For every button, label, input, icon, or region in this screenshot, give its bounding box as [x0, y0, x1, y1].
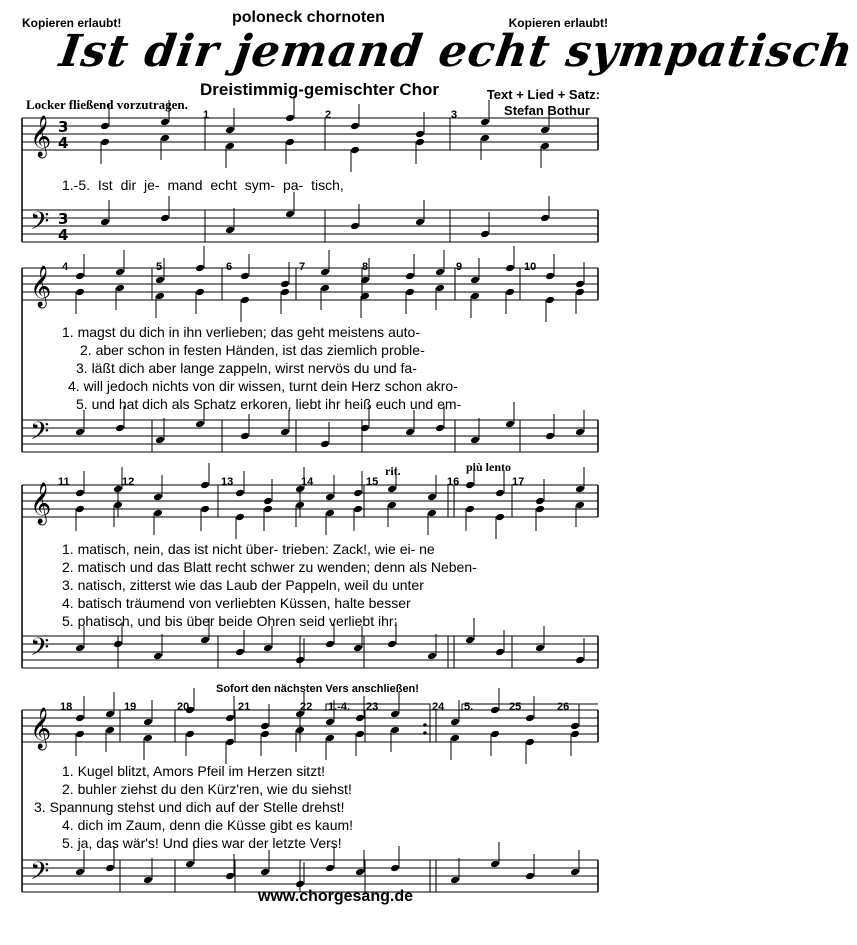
note-head — [495, 489, 505, 498]
note-head — [387, 501, 397, 510]
note-head — [427, 493, 437, 502]
note-head — [260, 868, 270, 877]
note-head — [75, 505, 85, 514]
note-head — [355, 714, 365, 723]
note-head — [240, 272, 250, 281]
note-head — [160, 214, 170, 223]
repeat-dot — [423, 723, 427, 727]
note-head — [195, 264, 205, 273]
lyric-line: 3. natisch, zitterst wie das Laub der Pappeln, weil du unter — [62, 577, 424, 593]
note-head — [570, 722, 580, 731]
note-head — [450, 718, 460, 727]
note-head — [465, 636, 475, 645]
note-head — [75, 272, 85, 281]
note-head — [545, 296, 555, 305]
treble-clef: 𝄞 — [30, 266, 52, 307]
note-head — [185, 860, 195, 869]
note-head — [75, 868, 85, 877]
measure-number: 7 — [299, 261, 306, 273]
measure-number: 15 — [366, 476, 379, 488]
treble-clef: 𝄞 — [30, 483, 52, 524]
note-head — [200, 505, 210, 514]
note-head — [225, 226, 235, 235]
note-head — [325, 734, 335, 743]
note-head — [185, 730, 195, 739]
note-head — [545, 432, 555, 441]
measure-number: 8 — [362, 261, 369, 273]
measure-number: 14 — [301, 476, 314, 488]
note-head — [153, 652, 163, 661]
lyric-line: 2. aber schon in festen Händen, ist das ziemlich proble- — [80, 342, 425, 358]
lyric-line: 1.-5. Ist dir je- mand echt sym- pa- tisch, — [62, 177, 344, 193]
measure-number: 1 — [203, 109, 210, 121]
note-head — [100, 122, 110, 131]
time-signature: 4 — [58, 226, 69, 244]
website-url[interactable]: www.chorgesang.de — [258, 888, 413, 905]
bass-clef: 𝄢 — [30, 207, 50, 242]
note-head — [470, 436, 480, 445]
note-head — [153, 493, 163, 502]
note-head — [387, 485, 397, 494]
note-head — [263, 497, 273, 506]
note-head — [435, 424, 445, 433]
note-head — [240, 296, 250, 305]
note-head — [545, 272, 555, 281]
note-head — [143, 876, 153, 885]
note-head — [320, 440, 330, 449]
note-head — [143, 718, 153, 727]
note-head — [575, 280, 585, 289]
note-head — [480, 118, 490, 127]
note-head — [280, 428, 290, 437]
note-head — [525, 872, 535, 881]
measure-number: 23 — [366, 701, 379, 713]
measure-number: 9 — [456, 261, 463, 273]
note-head — [470, 292, 480, 301]
bass-clef: 𝄢 — [30, 857, 50, 892]
note-head — [350, 222, 360, 231]
lyric-line: 4. batisch träumend von verliebten Küssen, halte besser — [62, 595, 411, 611]
treble-clef: 𝄞 — [30, 116, 52, 157]
note-head — [155, 276, 165, 285]
tempo-marking-start: Locker fließend vorzutragen. — [26, 97, 188, 112]
note-head — [575, 288, 585, 297]
note-head — [325, 640, 335, 649]
note-head — [427, 509, 437, 518]
note-head — [540, 142, 550, 151]
note-head — [450, 876, 460, 885]
note-head — [115, 268, 125, 277]
note-head — [75, 730, 85, 739]
note-head — [295, 656, 305, 665]
lyric-line: 1. matisch, nein, das ist nicht über- trieben: Zack!, wie ei- ne — [62, 541, 435, 557]
note-head — [535, 497, 545, 506]
note-head — [415, 130, 425, 139]
note-head — [200, 636, 210, 645]
note-head — [387, 640, 397, 649]
note-head — [235, 513, 245, 522]
note-head — [390, 726, 400, 735]
lyric-line: 3. läßt dich aber lange zappeln, wirst nervös du und fa- — [76, 360, 417, 376]
note-head — [415, 138, 425, 147]
note-head — [113, 640, 123, 649]
note-head — [225, 126, 235, 135]
measure-number: 4 — [62, 261, 69, 273]
note-head — [160, 134, 170, 143]
note-head — [280, 280, 290, 289]
measure-number: 21 — [238, 701, 251, 713]
note-head — [353, 489, 363, 498]
note-head — [325, 493, 335, 502]
note-head — [355, 730, 365, 739]
note-head — [260, 730, 270, 739]
note-head — [200, 481, 210, 490]
note-head — [415, 218, 425, 227]
note-head — [350, 146, 360, 155]
note-head — [540, 126, 550, 135]
lyric-line: 4. will jedoch nichts von dir wissen, turnt dein Herz schon akro- — [68, 378, 458, 394]
note-head — [143, 734, 153, 743]
note-head — [540, 214, 550, 223]
note-head — [115, 424, 125, 433]
choir-subtitle: Dreistimmig-gemischter Chor — [200, 80, 439, 99]
note-head — [480, 134, 490, 143]
note-head — [535, 505, 545, 514]
note-head — [105, 864, 115, 873]
note-head — [575, 485, 585, 494]
credit-author: Stefan Bothur — [504, 103, 590, 118]
measure-number: 12 — [122, 476, 135, 488]
note-head — [225, 872, 235, 881]
note-head — [105, 726, 115, 735]
performance-instruction: Sofort den nächsten Vers anschließen! — [216, 683, 419, 695]
note-head — [325, 864, 335, 873]
note-head — [490, 730, 500, 739]
note-head — [350, 122, 360, 131]
note-head — [320, 268, 330, 277]
lyric-line: 2. buhler ziehst du den Kürz'ren, wie du siehst! — [62, 781, 352, 797]
note-head — [325, 509, 335, 518]
note-head — [525, 738, 535, 747]
copy-notice-right: Kopieren erlaubt! — [508, 16, 608, 30]
note-head — [505, 264, 515, 273]
measure-number: 2 — [325, 109, 332, 121]
note-head — [295, 501, 305, 510]
lyric-line: 5. und hat dich als Schatz erkoren, liebt ihr heiß euch und em- — [76, 396, 462, 412]
note-head — [225, 714, 235, 723]
note-head — [570, 868, 580, 877]
note-head — [427, 652, 437, 661]
note-head — [263, 505, 273, 514]
note-head — [570, 730, 580, 739]
measure-number: 10 — [524, 261, 537, 273]
note-head — [390, 864, 400, 873]
lyric-line: 5. phatisch, und bis über beide Ohren seid verliebt ihr: — [62, 613, 398, 629]
note-head — [195, 288, 205, 297]
note-head — [225, 738, 235, 747]
note-head — [495, 648, 505, 657]
note-head — [495, 513, 505, 522]
note-head — [113, 501, 123, 510]
measure-number: 11 — [58, 476, 70, 488]
note-head — [155, 292, 165, 301]
tempo-piu-lento: più lento — [466, 460, 512, 474]
note-head — [285, 138, 295, 147]
measure-number: 16 — [447, 476, 460, 488]
time-signature: 4 — [58, 134, 69, 152]
note-head — [100, 218, 110, 227]
lyric-line: 2. matisch und das Blatt recht schwer zu wenden; denn als Neben- — [62, 559, 477, 575]
time-signature: 3 — [58, 210, 69, 228]
note-head — [295, 880, 305, 889]
time-signature: 3 — [58, 118, 69, 136]
measure-number: 5 — [156, 261, 163, 273]
note-head — [465, 505, 475, 514]
bass-clef: 𝄢 — [30, 417, 50, 452]
note-head — [75, 288, 85, 297]
note-head — [505, 288, 515, 297]
measure-number: 6 — [226, 261, 233, 273]
note-head — [153, 509, 163, 518]
measure-number: 3 — [451, 109, 458, 121]
bass-clef: 𝄢 — [30, 633, 50, 668]
note-head — [285, 114, 295, 123]
note-head — [535, 644, 545, 653]
note-head — [160, 118, 170, 127]
volta-1-label: 1.-4. — [328, 701, 351, 713]
note-head — [353, 644, 363, 653]
measure-number: 24 — [432, 701, 445, 713]
measure-number: 26 — [557, 701, 570, 713]
note-head — [75, 489, 85, 498]
note-head — [235, 489, 245, 498]
note-head — [325, 718, 335, 727]
measure-number: 20 — [177, 701, 190, 713]
note-head — [260, 722, 270, 731]
publisher-brand: poloneck chornoten — [232, 9, 385, 26]
note-head — [575, 501, 585, 510]
lyric-line: 4. dich im Zaum, denn die Küsse gibt es kaum! — [62, 817, 354, 833]
note-head — [405, 288, 415, 297]
note-head — [355, 868, 365, 877]
note-head — [100, 138, 110, 147]
note-head — [490, 860, 500, 869]
repeat-dot — [423, 731, 427, 735]
treble-clef: 𝄞 — [30, 708, 52, 749]
measure-number: 19 — [124, 701, 137, 713]
note-head — [465, 481, 475, 490]
note-head — [490, 706, 500, 715]
volta-2-label: 5. — [464, 701, 474, 713]
measure-number: 13 — [221, 476, 234, 488]
note-head — [280, 288, 290, 297]
note-head — [390, 710, 400, 719]
note-head — [75, 428, 85, 437]
credit-label: Text + Lied + Satz: — [486, 87, 600, 102]
note-head — [285, 210, 295, 219]
note-head — [235, 648, 245, 657]
note-head — [353, 505, 363, 514]
measure-number: 25 — [509, 701, 522, 713]
song-title: Ist dir jemand echt sympatisch — [56, 26, 857, 77]
note-head — [195, 420, 205, 429]
note-head — [450, 734, 460, 743]
note-head — [115, 284, 125, 293]
note-head — [75, 644, 85, 653]
measure-number: 17 — [512, 476, 525, 488]
note-head — [435, 284, 445, 293]
note-head — [75, 714, 85, 723]
note-head — [575, 656, 585, 665]
tempo-rit: rit. — [385, 464, 401, 478]
lyric-line: 1. Kugel blitzt, Amors Pfeil im Herzen sitzt! — [62, 763, 325, 779]
note-head — [240, 432, 250, 441]
lyric-line: 1. magst du dich in ihn verlieben; das geht meistens auto- — [62, 324, 420, 340]
note-head — [225, 142, 235, 151]
measure-number: 18 — [60, 701, 73, 713]
lyric-line: 5. ja, das wär's! Und dies war der letzte Vers! — [62, 835, 342, 851]
note-head — [405, 272, 415, 281]
note-head — [155, 436, 165, 445]
note-head — [295, 726, 305, 735]
lyric-line: 3. Spannung stehst und dich auf der Stelle drehst! — [34, 799, 345, 815]
note-head — [105, 710, 115, 719]
note-head — [525, 714, 535, 723]
note-head — [470, 276, 480, 285]
note-head — [320, 284, 330, 293]
note-head — [505, 420, 515, 429]
note-head — [480, 230, 490, 239]
note-head — [575, 428, 585, 437]
note-head — [435, 268, 445, 277]
note-head — [405, 428, 415, 437]
measure-number: 22 — [300, 701, 313, 713]
note-head — [263, 644, 273, 653]
copy-notice-left: Kopieren erlaubt! — [22, 16, 122, 30]
